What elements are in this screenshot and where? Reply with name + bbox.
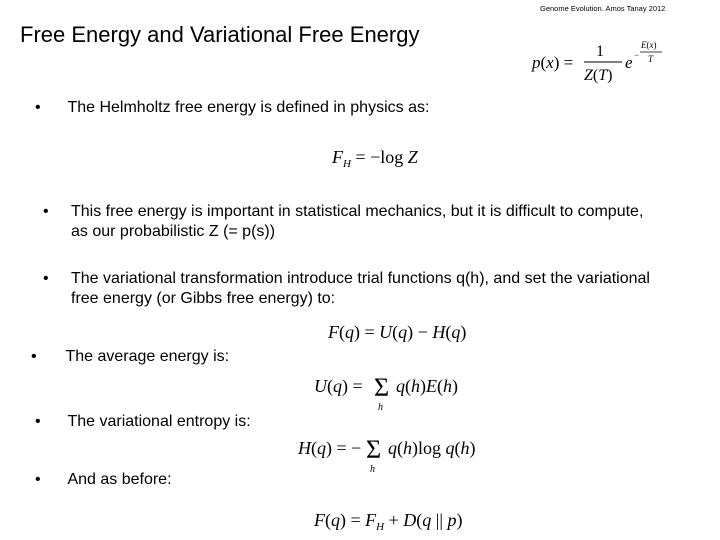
svg-text:p(x) =: p(x) =: [532, 53, 574, 72]
svg-text:Σ: Σ: [366, 435, 382, 464]
bullet-average-energy: • The average energy is:: [31, 348, 230, 365]
bullet-as-before: • And as before:: [35, 471, 172, 488]
slide-title: Free Energy and Variational Free Energy: [20, 22, 420, 47]
svg-text:h: h: [378, 402, 383, 413]
svg-text:Σ: Σ: [374, 373, 390, 402]
svg-text:E(x): E(x): [641, 40, 657, 50]
formula-px: [528, 36, 678, 88]
svg-text:T: T: [648, 54, 654, 64]
formula-as-before: $F(q) = F_H + D(q$ || p): [314, 510, 463, 533]
bullet-statistical-mechanics: • This free energy is important in statistical mechanics, but it is difficult to compute, as our probabilistic Z (= p(s)): [43, 203, 644, 240]
svg-text:1: 1: [596, 43, 604, 60]
bullet-variational-transformation: • The variational transformation introduce trial functions q(h), and set the variational free energy (or Gibbs free energy) to:: [43, 270, 650, 307]
formula-helmholtz: $F_H = -\log$ Z: [332, 147, 418, 170]
svg-text:h: h: [370, 464, 375, 475]
svg-text:H(q) = −: H(q) = −: [298, 438, 362, 458]
svg-text:e: e: [625, 53, 633, 72]
bullet-variational-entropy: • The variational entropy is:: [35, 413, 251, 430]
svg-text:q(h)E(h): q(h)E(h): [396, 376, 458, 396]
svg-text:U(q) =: U(q) =: [314, 376, 363, 396]
svg-text:−: −: [634, 50, 640, 60]
bullet-helmholtz: • The Helmholtz free energy is defined in physics as:: [35, 99, 430, 116]
svg-text:q(h)log q(h): q(h)log q(h): [388, 438, 476, 458]
svg-text:Z(T): Z(T): [584, 67, 613, 84]
formula-average-energy: [312, 370, 472, 414]
slide-footer-note: Genome Evolution. Amos Tanay 2012: [540, 4, 666, 13]
formula-variational-entropy: [296, 432, 486, 476]
formula-variational-free-energy: F(q) = U(q) − H(q): [328, 322, 467, 342]
